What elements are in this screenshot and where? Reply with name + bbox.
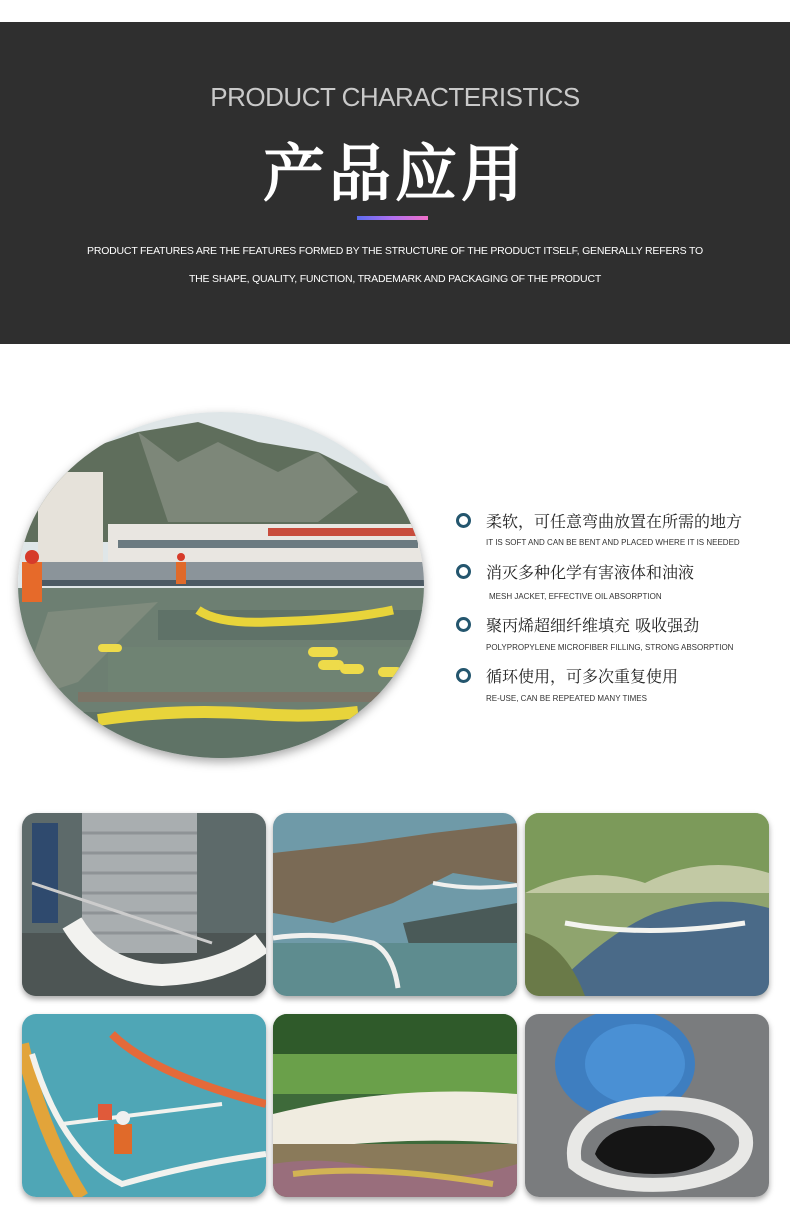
bullet-icon [456,564,471,579]
feature-text-zh: 柔软，可任意弯曲放置在所需的地方 [486,512,743,531]
feature-text-en: RE-USE, CAN BE REPEATED MANY TIMES [486,694,647,703]
gallery-photo-2 [273,813,517,996]
gallery-photo-5 [273,1014,517,1197]
section-title-en: PRODUCT CHARACTERISTICS [210,82,580,112]
gallery-photo-3 [525,813,769,996]
gallery-photo-4 [22,1014,266,1197]
description-line-2: THE SHAPE, QUALITY, FUNCTION, TRADEMARK AND PACKAGING OF THE PRODUCT [188,273,602,285]
feature-text-zh: 聚丙烯超细纤维填充 吸收强劲 [486,616,700,635]
bullet-icon [456,513,471,528]
header-banner [0,22,790,344]
accent-divider [357,216,428,220]
feature-text-en: MESH JACKET, EFFECTIVE OIL ABSORPTION [489,592,662,601]
bullet-icon [456,617,471,632]
feature-text-zh: 消灭多种化学有害液体和油液 [486,563,695,582]
section-title-zh: 产品应用 [262,137,527,210]
description-line-1: PRODUCT FEATURES ARE THE FEATURES FORMED BY THE STRUCTURE OF THE PRODUCT ITSELF, GENERALLY REFERS TO [87,245,703,257]
hero-photo [18,412,424,758]
feature-text-en: IT IS SOFT AND CAN BE BENT AND PLACED WHERE IT IS NEEDED [486,538,740,547]
bullet-icon [456,668,471,683]
gallery-photo-1 [22,813,266,996]
feature-text-en: POLYPROPYLENE MICROFIBER FILLING, STRONG ABSORPTION [486,643,734,652]
gallery-photo-6 [525,1014,769,1197]
feature-text-zh: 循环使用，可多次重复使用 [486,667,679,686]
